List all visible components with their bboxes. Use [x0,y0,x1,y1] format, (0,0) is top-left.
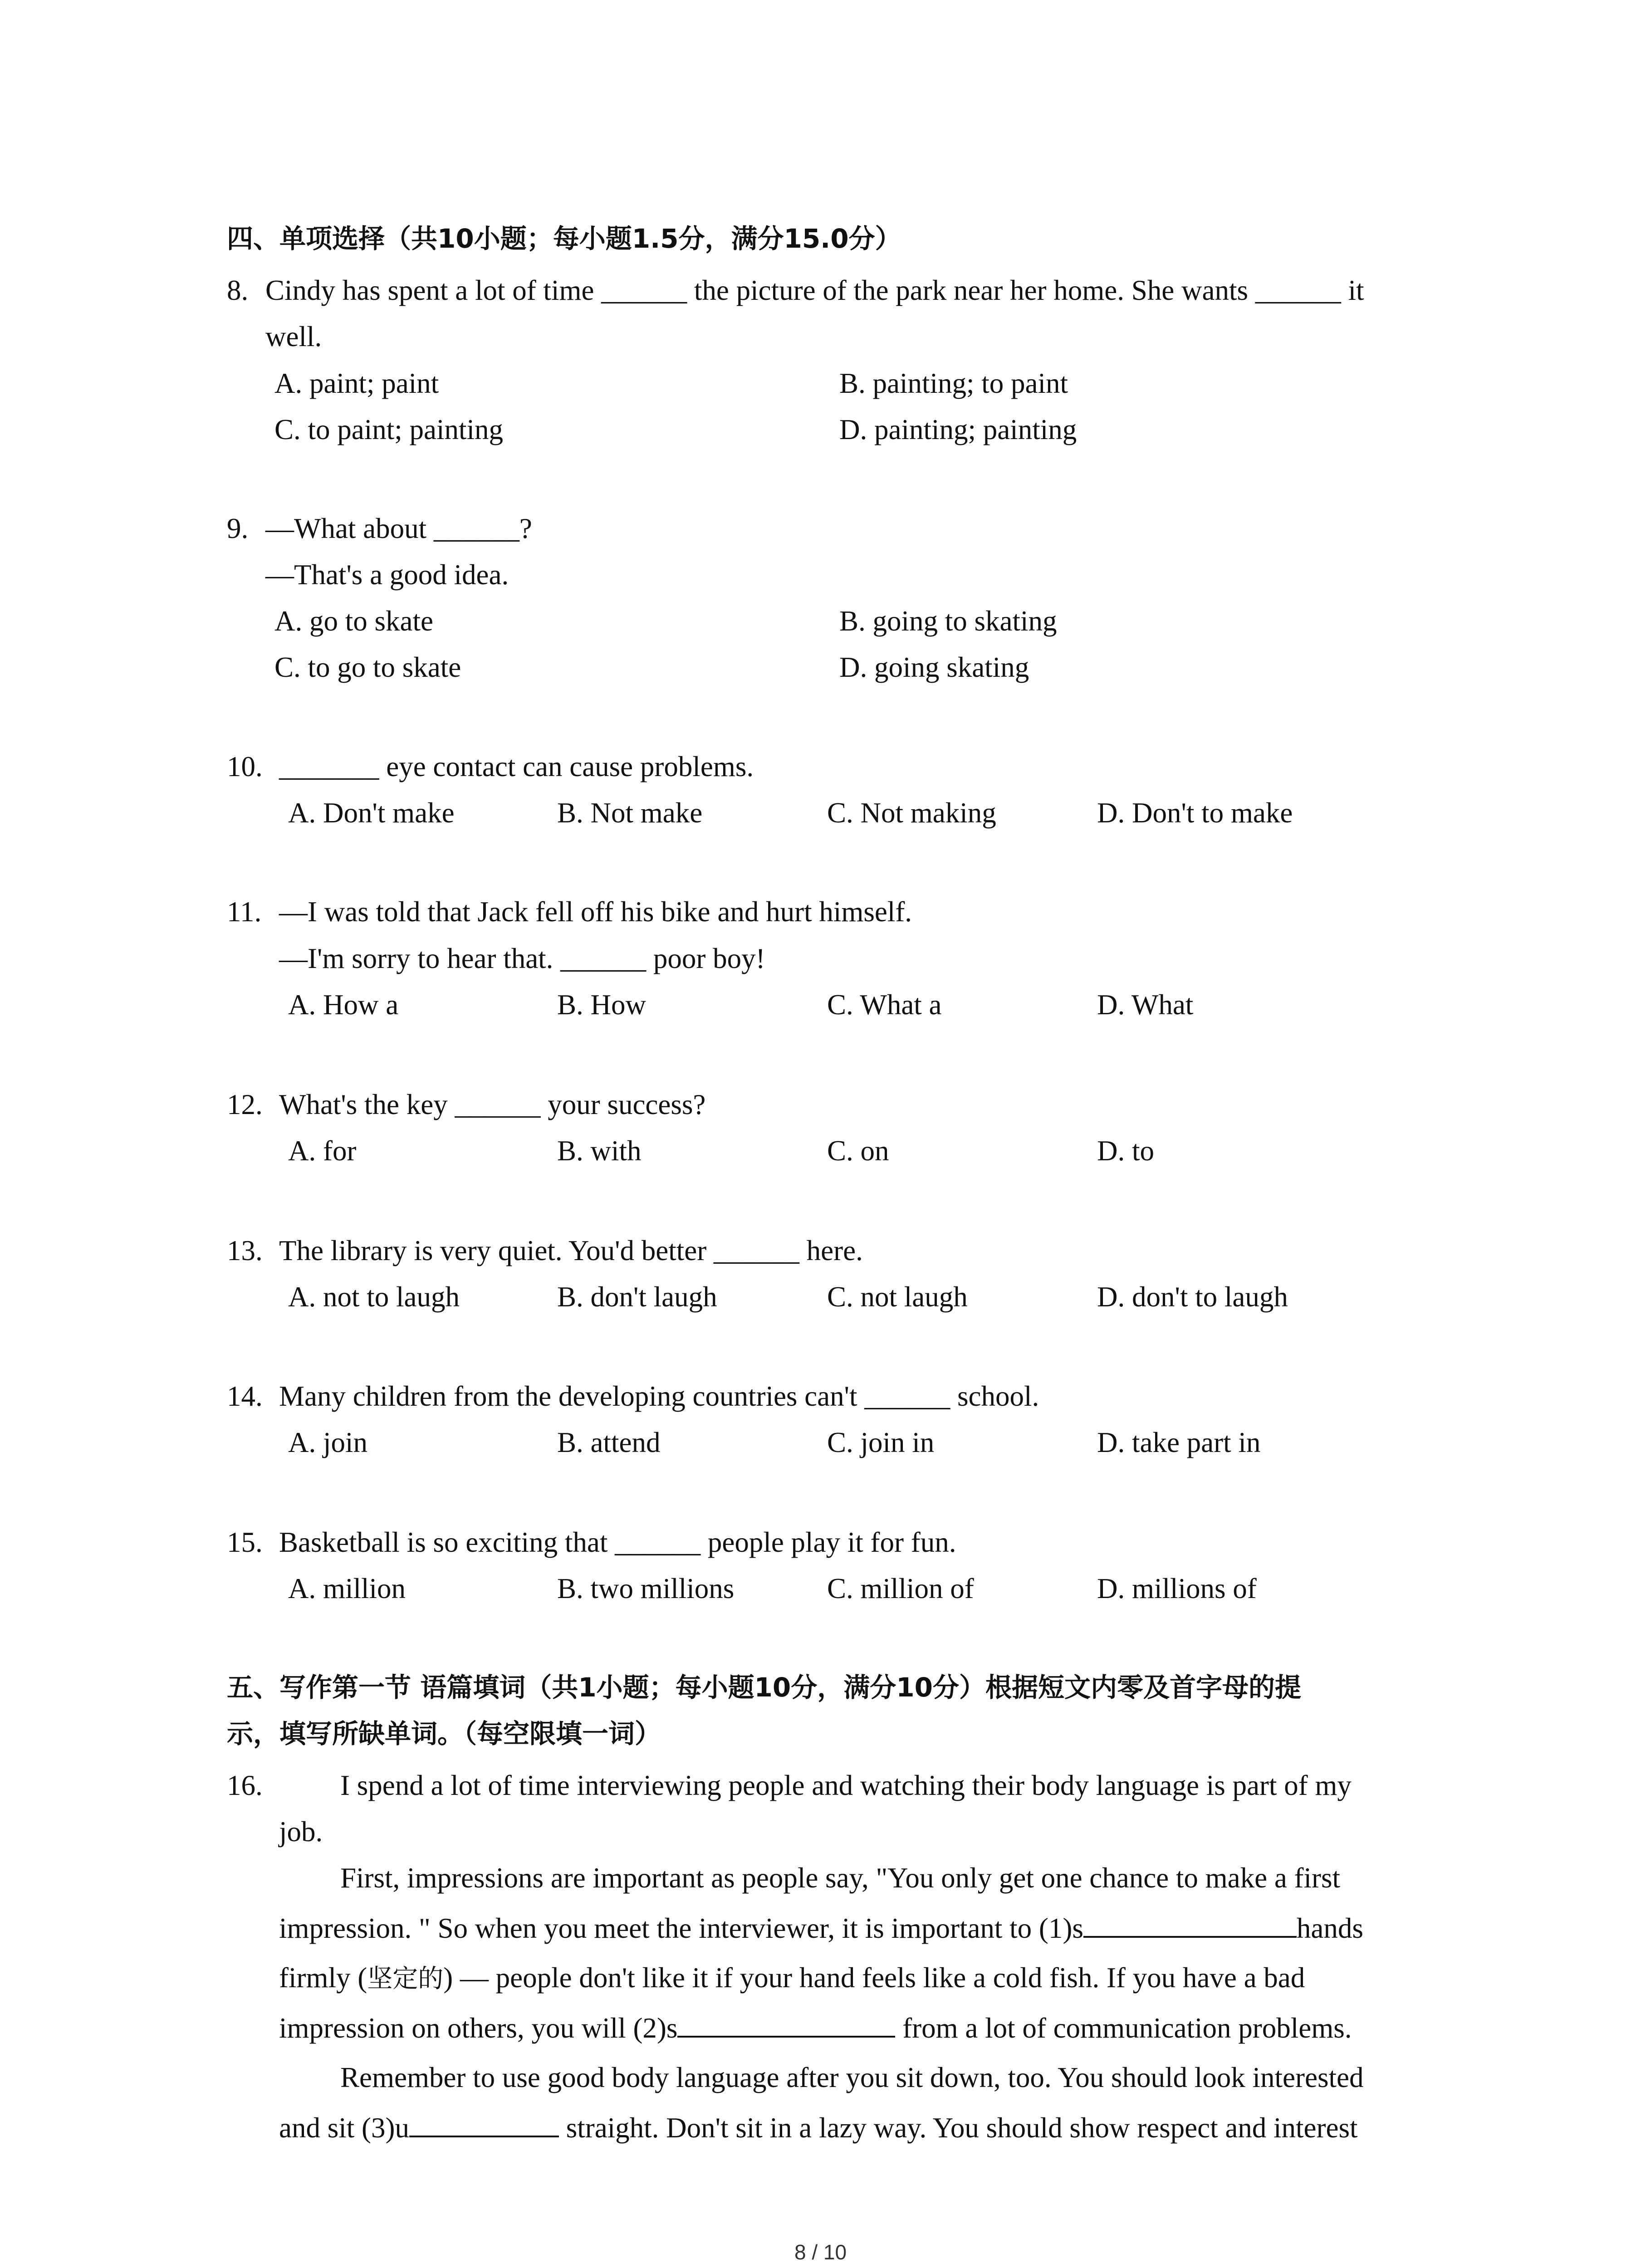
question-stem: _______ eye contact can cause problems. [279,751,754,782]
question-number: 10. [227,751,263,782]
option-d: D. to [1097,1135,1154,1167]
option-d: D. take part in [1097,1427,1261,1458]
option-b: B. don't laugh [557,1281,717,1313]
question-stem: What's the key ______ your success? [279,1089,706,1120]
option-b: B. Not make [557,797,703,829]
option-b: B. going to skating [839,605,1057,637]
question-stem-continued: —I'm sorry to hear that. ______ poor boy! [279,943,765,974]
question-number: 14. [227,1380,263,1412]
passage-text: ) — people don't like it if your hand feels like a cold fish. If you have a bad [443,1962,1305,1994]
option-d: D. millions of [1097,1573,1257,1604]
option-c: C. What a [827,989,942,1021]
passage-text: impression. " So when you meet the interviewer, it is important to (1)s [279,1912,1083,1944]
option-c: C. to paint; painting [274,414,503,445]
passage-line [279,1960,1305,1997]
option-b: B. How [557,989,647,1021]
passage-line-with-blank-1 [279,1910,1363,1946]
passage-line-with-blank-3 [279,2109,1357,2146]
option-b: B. two millions [557,1573,735,1604]
passage-line: Remember to use good body language after you sit down, too. You should look interested [340,2062,1364,2093]
question-stem: —What about ______? [265,513,532,544]
chinese-gloss: 坚定的 [367,1964,444,1994]
passage-text: from a lot of communication problems. [895,2012,1352,2044]
section-heading-cloze-writing-continued: 示，填写所缺单词。（每空限填一词） [227,1718,661,1749]
passage-text: and sit (3)u [279,2112,409,2144]
option-d: D. What [1097,989,1194,1021]
option-d: D. painting; painting [839,414,1077,445]
option-d: D. don't to laugh [1097,1281,1288,1313]
question-stem: Many children from the developing countries can't ______ school. [279,1380,1039,1412]
question-number: 9. [227,513,249,544]
option-b: B. with [557,1135,642,1167]
option-a: A. paint; paint [274,367,439,399]
option-a: A. not to laugh [288,1281,460,1313]
option-c: C. not laugh [827,1281,968,1313]
question-number: 13. [227,1235,263,1266]
question-stem: Basketball is so exciting that ______ people play it for fun. [279,1526,956,1558]
passage-line: job. [279,1816,323,1848]
question-stem: Cindy has spent a lot of time ______ the picture of the park near her home. She wants ______ it [265,274,1364,306]
passage-line: First, impressions are important as people say, "You only get one chance to make a first [340,1862,1341,1894]
question-number: 16. [227,1769,263,1801]
question-stem: —I was told that Jack fell off his bike and hurt himself. [279,896,912,928]
option-d: D. Don't to make [1097,797,1293,829]
option-c: C. join in [827,1427,935,1458]
option-a: A. Don't make [288,797,455,829]
question-number: 11. [227,896,262,928]
page-number: 8 / 10 [794,2240,847,2264]
passage-text: impression on others, you will (2)s [279,2012,678,2044]
section-heading-cloze-writing: 五、写作第一节 语篇填词（共1小题；每小题10分，满分10分）根据短文内零及首字母的提 [227,1672,1301,1703]
question-number: 15. [227,1526,263,1558]
question-number: 12. [227,1089,263,1120]
option-a: A. go to skate [274,605,433,637]
option-a: A. for [288,1135,357,1167]
question-stem-continued: —That's a good idea. [265,559,509,591]
passage-text: firmly ( [279,1962,367,1994]
question-number: 8. [227,274,249,306]
answer-blank-2[interactable] [677,2009,895,2038]
section-heading-single-choice: 四、单项选择（共10小题；每小题1.5分，满分15.0分） [227,223,901,254]
option-c: C. on [827,1135,889,1167]
option-a: A. million [288,1573,406,1604]
passage-line: I spend a lot of time interviewing people and watching their body language is part of my [340,1769,1352,1801]
option-a: A. join [288,1427,368,1458]
option-c: C. Not making [827,797,996,829]
option-c: C. million of [827,1573,974,1604]
option-c: C. to go to skate [274,651,461,683]
passage-text: hands [1296,1912,1363,1944]
option-b: B. painting; to paint [839,367,1068,399]
option-d: D. going skating [839,651,1029,683]
option-b: B. attend [557,1427,661,1458]
answer-blank-3[interactable] [409,2109,559,2137]
option-a: A. How a [288,989,399,1021]
question-stem: The library is very quiet. You'd better ______ here. [279,1235,863,1266]
passage-line-with-blank-2 [279,2009,1352,2046]
question-stem-continued: well. [265,321,322,352]
answer-blank-1[interactable] [1083,1910,1297,1938]
passage-text: straight. Don't sit in a lazy way. You should show respect and interest [558,2112,1358,2144]
